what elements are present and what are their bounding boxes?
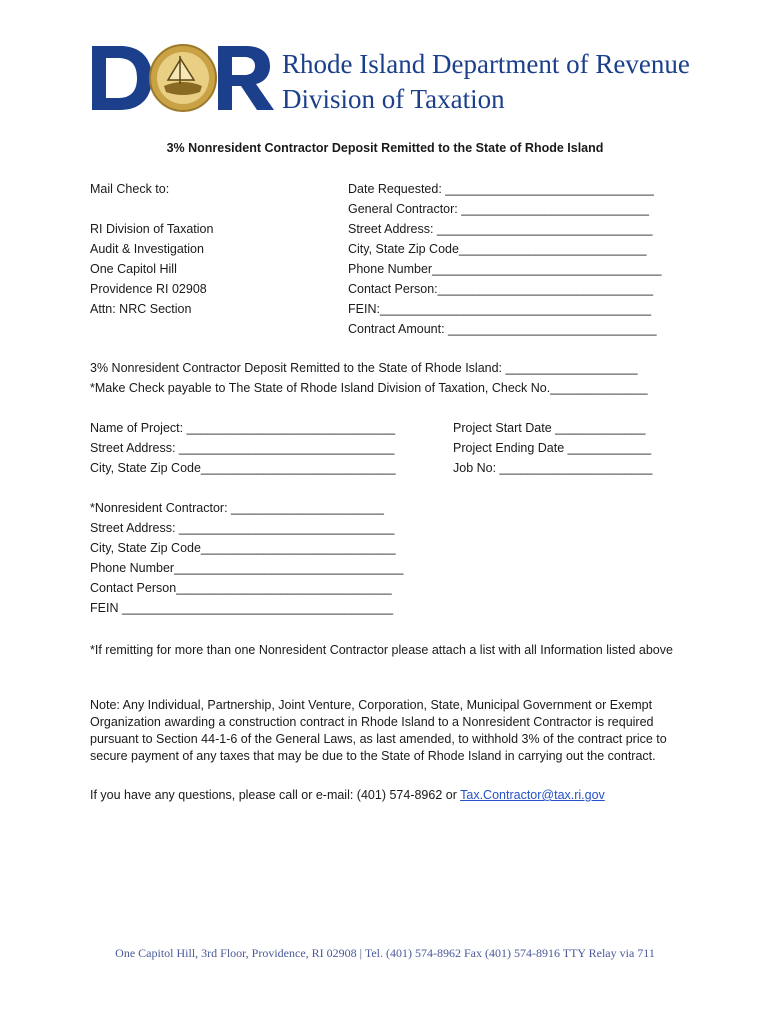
- contractor-contact-field[interactable]: Contact Person_______________________________: [90, 581, 392, 595]
- mail-heading: Mail Check to:: [90, 182, 170, 196]
- city-state-zip-field[interactable]: City, State Zip Code___________________________: [348, 242, 647, 256]
- division-name: Division of Taxation: [282, 84, 505, 114]
- contractor-fein-field[interactable]: FEIN _______________________________________: [90, 601, 394, 615]
- contact-text: If you have any questions, please call or e-mail: (401) 574-8962 or: [90, 788, 461, 802]
- form-title: 3% Nonresident Contractor Deposit Remitted to the State of Rhode Island: [166, 141, 604, 155]
- mail-line: RI Division of Taxation: [90, 222, 214, 236]
- contractor-phone-field[interactable]: Phone Number_________________________________: [90, 561, 404, 575]
- mail-line: Providence RI 02908: [90, 282, 207, 296]
- job-number-field[interactable]: Job No: ______________________: [453, 461, 653, 475]
- contractor-street-field[interactable]: Street Address: _______________________________: [90, 521, 395, 535]
- street-address-field[interactable]: Street Address: _______________________________: [348, 222, 653, 236]
- mail-line: Audit & Investigation: [90, 242, 204, 256]
- general-contractor-field[interactable]: General Contractor: ___________________________: [348, 202, 649, 216]
- project-start-date-field[interactable]: Project Start Date _____________: [453, 421, 646, 435]
- phone-number-field[interactable]: Phone Number_________________________________: [348, 262, 662, 276]
- contractor-city-field[interactable]: City, State Zip Code____________________________: [90, 541, 396, 555]
- project-city-field[interactable]: City, State Zip Code____________________________: [90, 461, 396, 475]
- footer-address: One Capitol Hill, 3rd Floor, Providence, RI 02908 | Tel. (401) 574-8962 Fax (401) 574-8916 TTY Relay via 711: [115, 946, 655, 960]
- contract-amount-field[interactable]: Contract Amount: ______________________________: [348, 322, 657, 336]
- org-name: Rhode Island Department of Revenue: [282, 49, 690, 79]
- dor-logo: [90, 42, 275, 114]
- contact-person-field[interactable]: Contact Person:_______________________________: [348, 282, 654, 296]
- mail-line: Attn: NRC Section: [90, 302, 192, 316]
- check-number-field[interactable]: *Make Check payable to The State of Rhode Island Division of Taxation, Check No.______________: [90, 381, 648, 395]
- project-name-field[interactable]: Name of Project: ______________________________: [90, 421, 396, 435]
- email-link[interactable]: Tax.Contractor@tax.ri.gov: [460, 788, 605, 802]
- project-end-date-field[interactable]: Project Ending Date ____________: [453, 441, 652, 455]
- fein-field[interactable]: FEIN:_______________________________________: [348, 302, 652, 316]
- law-note: Note: Any Individual, Partnership, Joint Venture, Corporation, State, Municipal Government or Exempt Organization awarding a construction contract in Rhode Island to a Nonresident Contractor is required pursuant to Section 44-1-6 of the General Laws, as last amended, to withhold 3% of the contract price to secure payment of any taxes that may be due to the State of Rhode Island in carrying out the contract.: [90, 698, 667, 763]
- project-street-field[interactable]: Street Address: _______________________________: [90, 441, 395, 455]
- nonresident-contractor-field[interactable]: *Nonresident Contractor: ______________________: [90, 501, 384, 515]
- remit-note: *If remitting for more than one Nonresident Contractor please attach a list with all Information listed above: [90, 643, 673, 657]
- mail-line: One Capitol Hill: [90, 262, 177, 276]
- deposit-amount-field[interactable]: 3% Nonresident Contractor Deposit Remitted to the State of Rhode Island: ___________________: [90, 361, 638, 375]
- date-requested-field[interactable]: Date Requested: ______________________________: [348, 182, 654, 196]
- contact-line: [90, 787, 690, 804]
